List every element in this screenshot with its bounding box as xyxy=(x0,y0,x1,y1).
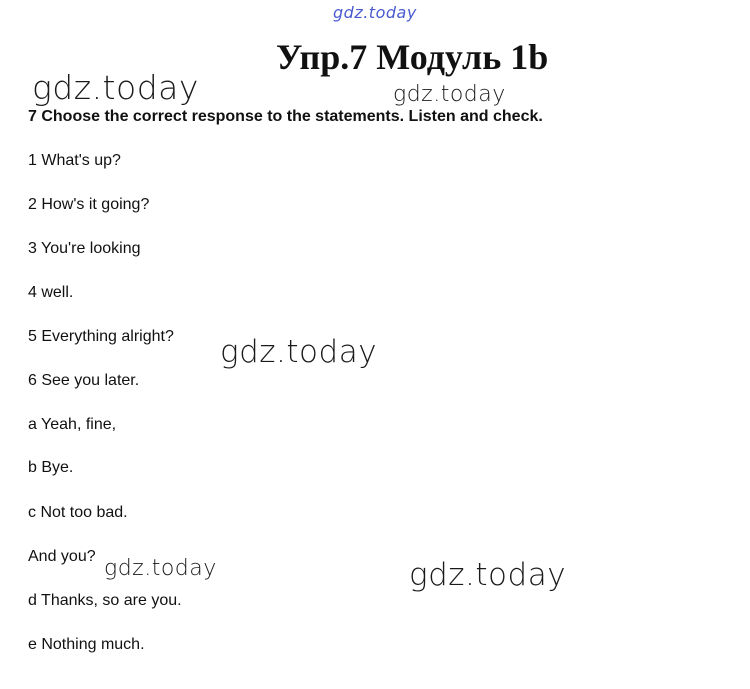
statement-5: 5 Everything alright? xyxy=(28,328,174,345)
response-e: e Nothing much. xyxy=(28,636,145,653)
statement-3: 3 You're looking xyxy=(28,240,141,257)
statement-6: 6 See you later. xyxy=(28,372,140,389)
exercise-instruction: 7 Choose the correct response to the statements. Listen and check. xyxy=(28,108,543,125)
watermark: gdz.today xyxy=(409,557,567,593)
statement-4: 4 well. xyxy=(28,284,74,301)
response-b: b Bye. xyxy=(28,459,74,476)
statement-2: 2 How's it going? xyxy=(28,196,150,213)
watermark-top: gdz.today xyxy=(333,3,417,22)
response-c-continued: And you? xyxy=(28,548,96,565)
response-d: d Thanks, so are you. xyxy=(28,592,182,609)
watermark: gdz.today xyxy=(104,556,217,581)
page-title: Упр.7 Модуль 1b xyxy=(276,37,549,77)
watermark: gdz.today xyxy=(32,68,199,107)
statement-1: 1 What's up? xyxy=(28,152,121,169)
watermark: gdz.today xyxy=(220,334,378,370)
watermark: gdz.today xyxy=(393,82,506,107)
response-a: a Yeah, fine, xyxy=(28,416,117,433)
response-c: c Not too bad. xyxy=(28,504,128,521)
